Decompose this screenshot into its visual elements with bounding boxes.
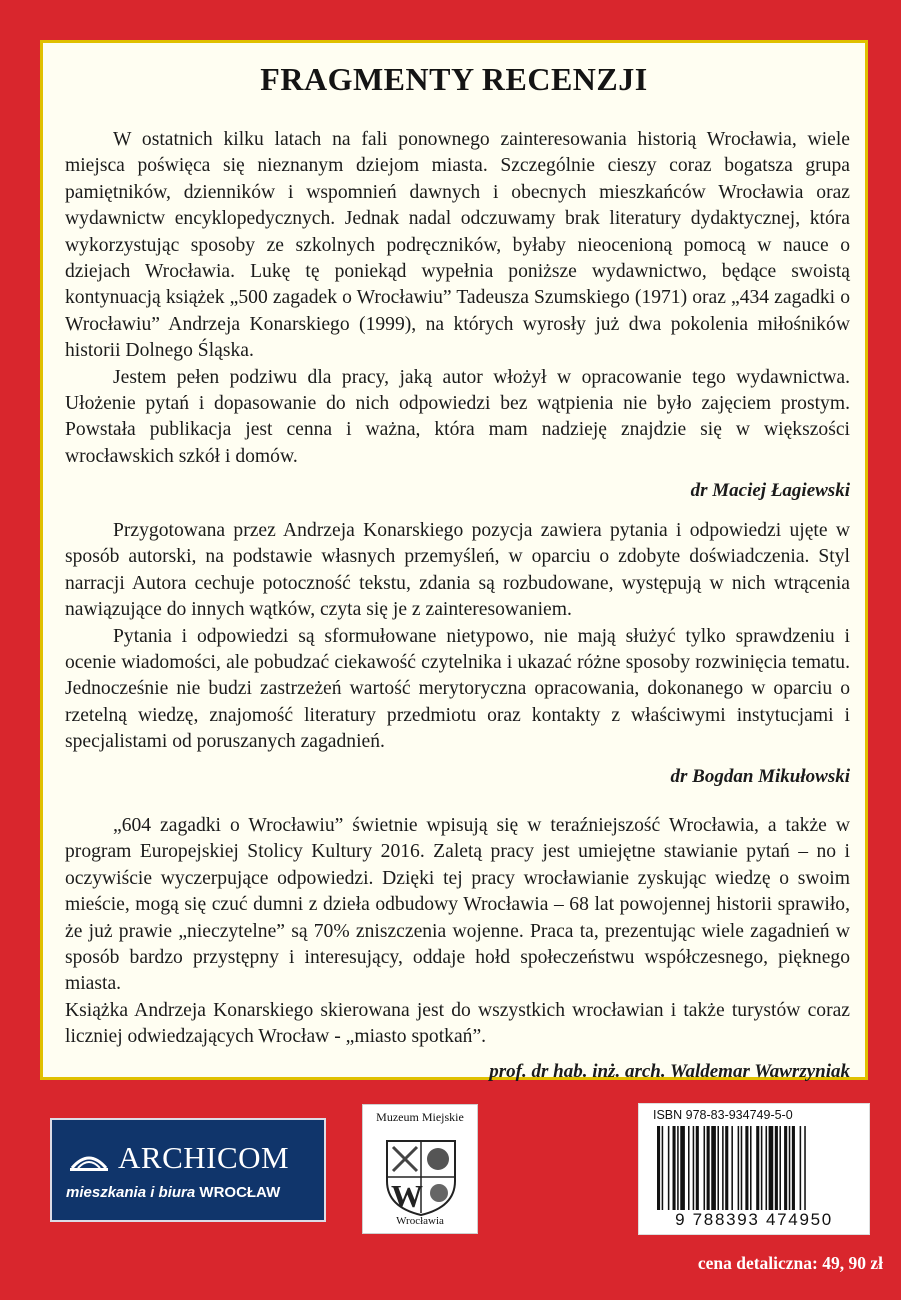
review-3-paragraph-1: „604 zagadki o Wrocławiu” świetnie wpisują się w teraźniejszość Wrocławia, a także w program Europejskiej Stolicy Kultury 2016. Zaletą pracy jest umiejętne stawianie pytań – no i oczywiście wyczerpujące odpowiedzi. Dzięki tej pracy wrocławianie zyskując wiedzę o swoim mieście, mogą się czuć dumni z dzieła odbudowy Wrocławia – 68 lat powojennej historii sprawiło, że już prawie „nieczytelne” są 70% zniszczenia wojenne. Praca ta, prezentując wiele zagadnień w sposób bardzo przystępny i interesujący, oddaje hołd społeczeństwu współczesnego, pięknego miasta. <box>65 815 850 995</box>
archicom-logo-icon <box>68 1148 110 1172</box>
review-2-paragraph-2: Pytania i odpowiedzi są sformułowane nietypowo, nie mają służyć tylko sprawdzeniu i ocenie wiadomości, ale pobudzać ciekawość czytelnika i ukazać różne sposoby rozwinięcia tematu. Jednocześnie nie budzi zastrzeżeń wartość merytoryczna opracowania, dokonanego w oparciu o rzetelną wiedzę, znajomość literatury przedmiotu oraz kontakty z właściwymi instytucjami i specjalistami od poruszanych zagadnień. <box>65 625 850 753</box>
isbn-barcode <box>638 1103 870 1235</box>
review-3-paragraph-2: Książka Andrzeja Konarskiego skierowana jest do wszystkich wrocławian i także turystów coraz liczniej odwiedzających Wrocław - „miasto spotkań”. <box>65 999 850 1048</box>
review-2-paragraph-1: Przygotowana przez Andrzeja Konarskiego pozycja zawiera pytania i odpowiedzi ujęte w sposób autorski, na podstawie własnych przemyśleń, w oparciu o zdobyte doświadczenia. Styl narracji Autora cechuje potoczność tekstu, zdania są rozbudowane, występują w nich wtrącenia nawiązujące do innych wątków, czyta się je z zainteresowaniem. <box>65 520 850 621</box>
review-3 <box>65 813 850 1085</box>
review-2 <box>65 518 850 790</box>
archicom-brand: ARCHICOM <box>118 1140 290 1175</box>
reviews-panel <box>40 40 868 1080</box>
review-1-paragraph-1: W ostatnich kilku latach na fali ponownego zainteresowania historią Wrocławia, wiele miejsca poświęca się nieznanym dziejom miasta. Szczególnie cieszy coraz bogatsza grupa pamiętników, dzienników i wspomnień dawnych i obecnych mieszkańców Wrocławia oraz wydawnictw encyklopedycznych. Jednak nadal odczuwamy brak literatury dydaktycznej, która wykorzystując sposoby ze szkolnych podręczników, byłaby nieocenioną pomocą w nauce o dziejach Wrocławia. Lukę tę poniekąd wypełnia poniższe wydawnictwo, będące swoistą kontynuacją książek „500 zagadek o Wrocławiu” Tadeusza Szumskiego (1971) oraz „434 zagadki o Wrocławiu” Andrzeja Konarskiego (1999), na których wyrosły już dwa pokolenia miłośników historii Dolnego Śląska. <box>65 129 850 362</box>
retail-price: cena detaliczna: 49, 90 zł <box>697 1253 883 1273</box>
barcode-digits: 9 788393 474950 <box>675 1210 833 1229</box>
review-1-paragraph-2: Jestem pełen podziwu dla pracy, jaką autor włożył w opracowanie tego wydawnictwa. Ułożenie pytań i dopasowanie do nich odpowiedzi bez wątpienia nie było zajęciem prostym. Powstała publikacja jest cenna i ważna, która mam nadzieję znajdzie się w większości wrocławskich szkół i domów. <box>65 366 850 467</box>
archicom-tagline-city: WROCŁAW <box>199 1184 281 1201</box>
review-1 <box>65 127 850 505</box>
muzeum-name: Muzeum Miejskie <box>376 1110 464 1124</box>
muzeum-logo <box>362 1104 478 1234</box>
review-1-signature: dr Maciej Łagiewski <box>690 480 850 502</box>
muzeum-city: Wrocławia <box>396 1215 444 1227</box>
archicom-logo <box>50 1118 326 1222</box>
barcode-bars <box>657 1126 853 1210</box>
isbn-number: ISBN 978-83-934749-5-0 <box>653 1108 793 1122</box>
archicom-tagline-italic: mieszkania i biura <box>66 1184 196 1201</box>
coat-of-arms-icon <box>383 1137 459 1217</box>
svg-text:W: W <box>391 1178 423 1214</box>
archicom-tagline <box>66 1184 280 1201</box>
review-2-signature: dr Bogdan Mikułowski <box>670 765 850 787</box>
review-3-signature: prof. dr hab. inż. arch. Waldemar Wawrzyniak <box>489 1060 850 1082</box>
page-title: FRAGMENTY RECENZJI <box>260 61 648 97</box>
